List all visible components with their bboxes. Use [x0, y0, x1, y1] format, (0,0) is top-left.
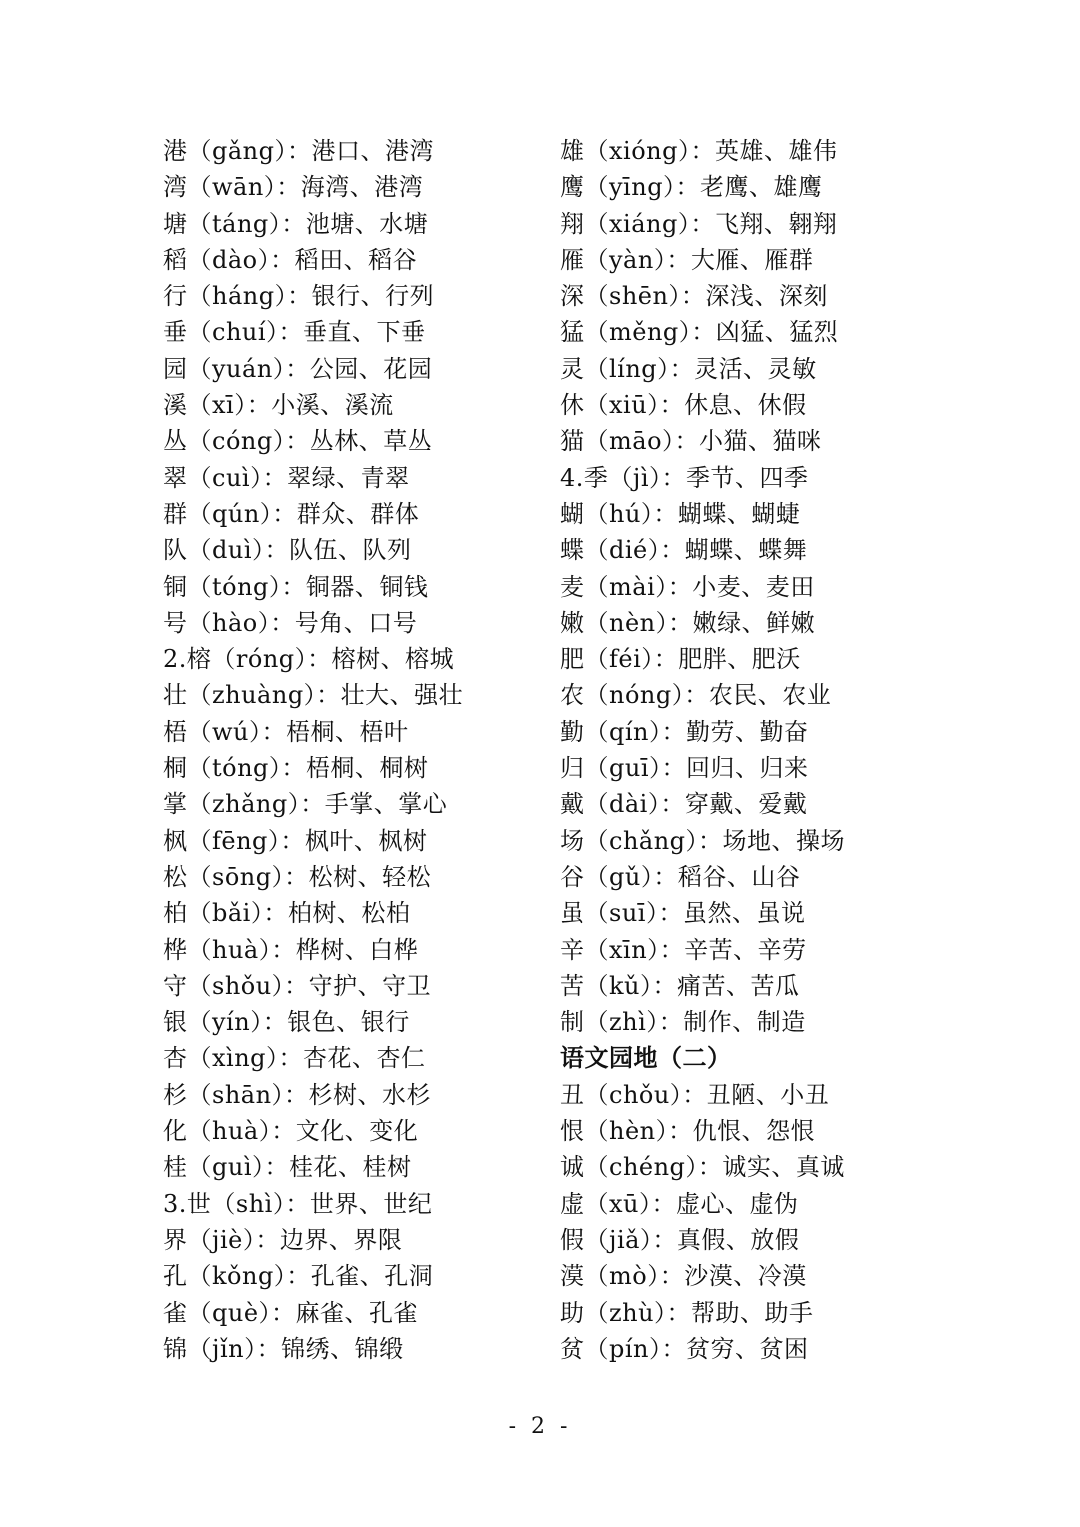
vocabulary-entry: 肥（féi）：肥胖、肥沃: [560, 645, 801, 674]
vocabulary-entry: 松（sōng）：松树、轻松: [163, 862, 432, 891]
vocabulary-entry: 雁（yàn）：大雁、雁群: [560, 245, 814, 274]
right-vocabulary-column: [560, 133, 960, 1367]
page-number: - 2 -: [508, 1414, 572, 1439]
vocabulary-entry: 壮（zhuàng）：壮大、强壮: [163, 681, 464, 710]
vocabulary-entry: 蝴（hú）：蝴蝶、蝴蜨: [560, 499, 801, 528]
vocabulary-entry: 丛（cóng）：丛林、草丛: [163, 427, 433, 456]
vocabulary-entry: 杉（shān）：杉树、水杉: [163, 1080, 432, 1109]
vocabulary-entry: 休（xiū）：休息、休假: [560, 391, 807, 420]
vocabulary-entry: 守（shǒu）：守护、守卫: [163, 971, 432, 1000]
vocabulary-entry: 孔（kǒng）：孔雀、孔洞: [163, 1262, 434, 1291]
vocabulary-entry: 贫（pín）：贫穷、贫困: [560, 1334, 809, 1363]
vocabulary-entry: 助（zhù）：帮助、助手: [560, 1298, 814, 1327]
vocabulary-entry: 3.世（shì）：世界、世纪: [163, 1189, 433, 1218]
vocabulary-entry: 桐（tóng）：梧桐、桐树: [163, 754, 429, 783]
vocabulary-entry: 戴（dài）：穿戴、爱戴: [560, 790, 808, 819]
vocabulary-entry: 稻（dào）：稻田、稻谷: [163, 245, 418, 274]
vocabulary-entry: 蝶（dié）：蝴蝶、蝶舞: [560, 536, 808, 565]
vocabulary-entry: 翔（xiáng）：飞翔、翱翔: [560, 209, 838, 238]
vocabulary-entry: 银（yín）：银色、银行: [163, 1008, 410, 1037]
vocabulary-entry: 号（hào）：号角、口号: [163, 608, 418, 637]
vocabulary-entry: 恨（hèn）：仇恨、怨恨: [560, 1117, 816, 1146]
vocabulary-entry: 鹰（yīng）：老鹰、雄鹰: [560, 173, 823, 202]
vocabulary-entry: 化（huà）：文化、变化: [163, 1117, 419, 1146]
vocabulary-entry: 归（guī）：回归、归来: [560, 754, 809, 783]
vocabulary-entry: 诚（chéng）：诚实、真诚: [560, 1153, 845, 1182]
vocabulary-entry: 假（jiǎ）：真假、放假: [560, 1225, 800, 1254]
vocabulary-entry: 场（chǎng）：场地、操场: [560, 826, 846, 855]
vocabulary-entry: 2.榕（róng）：榕树、榕城: [163, 645, 455, 674]
vocabulary-entry: 苦（kǔ）：痛苦、苦瓜: [560, 971, 800, 1000]
vocabulary-entry: 猫（māo）：小猫、猫咪: [560, 427, 822, 456]
vocabulary-entry: 锦（jǐn）：锦绣、锦缎: [163, 1334, 404, 1363]
vocabulary-entry: 掌（zhǎng）：手掌、掌心: [163, 790, 448, 819]
vocabulary-entry: 猛（měng）：凶猛、猛烈: [560, 318, 839, 347]
vocabulary-entry: 制（zhì）：制作、制造: [560, 1008, 806, 1037]
vocabulary-entry: 队（duì）：队伍、队列: [163, 536, 412, 565]
vocabulary-entry: 辛（xīn）：辛苦、辛劳: [560, 935, 807, 964]
section-heading: 语文园地（二）: [560, 1044, 732, 1073]
vocabulary-entry: 行（háng）：银行、行列: [163, 282, 435, 311]
vocabulary-entry: 杏（xìng）：杏花、杏仁: [163, 1044, 426, 1073]
vocabulary-entry: 雀（què）：麻雀、孔雀: [163, 1298, 419, 1327]
vocabulary-entry: 港（gǎng）：港口、港湾: [163, 137, 434, 165]
vocabulary-entry: 雄（xióng）：英雄、雄伟: [560, 137, 838, 165]
vocabulary-entry: 垂（chuí）：垂直、下垂: [163, 318, 426, 347]
vocabulary-entry: 谷（gǔ）：稻谷、山谷: [560, 862, 801, 891]
vocabulary-entry: 麦（mài）：小麦、麦田: [560, 572, 815, 601]
vocabulary-entry: 农（nóng）：农民、农业: [560, 681, 832, 710]
vocabulary-entry: 桦（huà）：桦树、白桦: [163, 935, 419, 964]
vocabulary-entry: 群（qún）：群众、群体: [163, 499, 420, 528]
vocabulary-entry: 界（jiè）：边界、界限: [163, 1225, 403, 1254]
vocabulary-entry: 深（shēn）：深浅、深刻: [560, 282, 828, 311]
vocabulary-entry: 勤（qín）：勤劳、勤奋: [560, 717, 809, 746]
vocabulary-entry: 湾（wān）：海湾、港湾: [163, 173, 424, 202]
vocabulary-entry: 枫（fēng）：枫叶、枫树: [163, 826, 428, 855]
vocabulary-entry: 虽（suī）：虽然、虽说: [560, 899, 806, 928]
vocabulary-entry: 翠（cuì）：翠绿、青翠: [163, 463, 410, 492]
vocabulary-entry: 4.季（jì）：季节、四季: [560, 463, 809, 492]
vocabulary-entry: 柏（bǎi）：柏树、松柏: [163, 899, 411, 928]
vocabulary-entry: 园（yuán）：公园、花园: [163, 354, 433, 383]
vocabulary-entry: 梧（wú）：梧桐、梧叶: [163, 717, 409, 746]
vocabulary-entry: 桂（guì）：桂花、桂树: [163, 1153, 412, 1182]
vocabulary-entry: 漠（mò）：沙漠、冷漠: [560, 1262, 807, 1291]
vocabulary-entry: 丑（chǒu）：丑陋、小丑: [560, 1080, 830, 1109]
vocabulary-entry: 溪（xī）：小溪、溪流: [163, 391, 394, 420]
left-vocabulary-column: [163, 133, 533, 1367]
vocabulary-entry: 虚（xū）：虚心、虚伪: [560, 1189, 799, 1218]
vocabulary-entry: 塘（táng）：池塘、水塘: [163, 209, 429, 238]
vocabulary-entry: 灵（líng）：灵活、灵敏: [560, 354, 817, 383]
vocabulary-entry: 铜（tóng）：铜器、铜钱: [163, 572, 429, 601]
vocabulary-entry: 嫩（nèn）：嫩绿、鲜嫩: [560, 608, 816, 637]
